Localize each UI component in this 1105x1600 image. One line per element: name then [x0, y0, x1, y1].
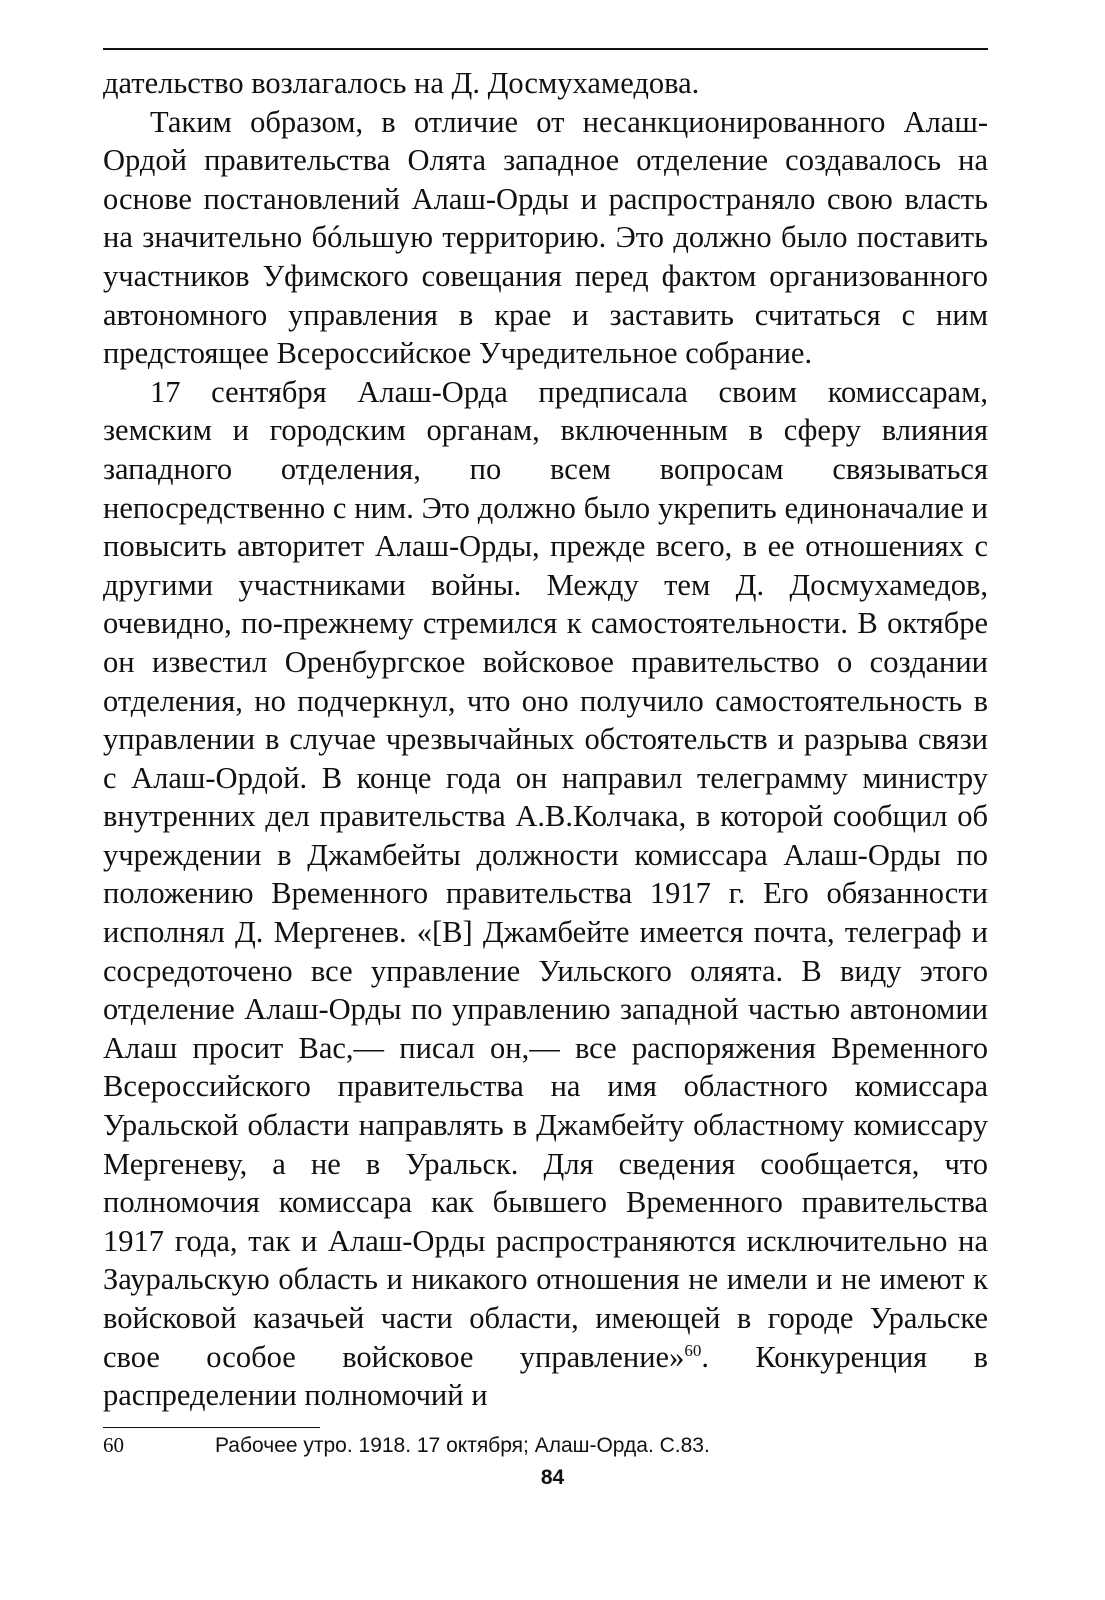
footnote-text: Рабочее утро. 1918. 17 октября; Алаш-Орда. С.83.	[215, 1434, 710, 1457]
paragraph	[103, 373, 988, 1415]
paragraph-text: 17 сентября Алаш-Орда предписала своим комиссарам, земским и городским органам, включенным в сферу влияния западного отделения, по всем вопросам связываться непосредственно с ним. Это должно было укрепить единоначалие и повысить авторитет Алаш-Орды, прежде всего, в ее отношениях с другими участниками войны. Между тем Д. Досмухамедов, очевидно, по-прежнему стремился к самостоятельности. В октябре он известил Оренбургское войсковое правительство о создании отделения, но подчеркнул, что оно получило самостоятельность в управлении в случае чрезвычайных обстоятельств и разрыва связи с Алаш-Ордой. В конце года он направил телеграмму министру внутренних дел правительства А.В.Колчака, в которой сообщил об учреждении в Джамбейты должности комиссара Алаш-Орды по положению Временного правительства 1917 г. Его обязанности исполнял Д. Мергенев. «[В] Джамбейте имеется почта, телеграф и сосредоточено все управление Уильского оляята. В виду этого отделение Алаш-Орды по управлению западной частью автономии Алаш просит Вас,— писал он,— все распоряжения Временного Всероссийского правительства на имя областного комиссара Уральской области направлять в Джамбейту областному комиссару Мергеневу, а не в Уральск. Для сведения сообщается, что полномочия комиссара как бывшего Временного правительства 1917 года, так и Алаш-Орды распространяются исключительно на Зауральскую область и никакого отношения не имели и не имеют к войсковой казачьей части области, имеющей в городе Уральске свое особое войсковое управление»	[103, 374, 988, 1374]
paragraph: Таким образом, в отличие от несанкционированного Алаш-Ордой правительства Олята западное отделение создавалось на основе постановлений Алаш-Орды и распространяло свою власть на значительно бóльшую территорию. Это должно было поставить участников Уфимского совещания перед фактом организованного автономного управления в крае и заставить считаться с ним предстоящее Всероссийское Учредительное собрание.	[103, 104, 988, 371]
footnote-rule	[103, 1427, 320, 1428]
page-number: 84	[540, 1466, 565, 1489]
main-text	[103, 64, 988, 1415]
footnote-reference[interactable]: 60	[684, 1340, 702, 1360]
header-rule	[103, 48, 988, 50]
footnote-number: 60	[103, 1433, 124, 1457]
paragraph-continuation: дательство возлагалось на Д. Досмухамедова.	[103, 66, 700, 100]
footnote	[103, 1432, 988, 1459]
paragraph-text-tail: . Конкуренция в распределении полномочий и	[103, 1339, 988, 1413]
